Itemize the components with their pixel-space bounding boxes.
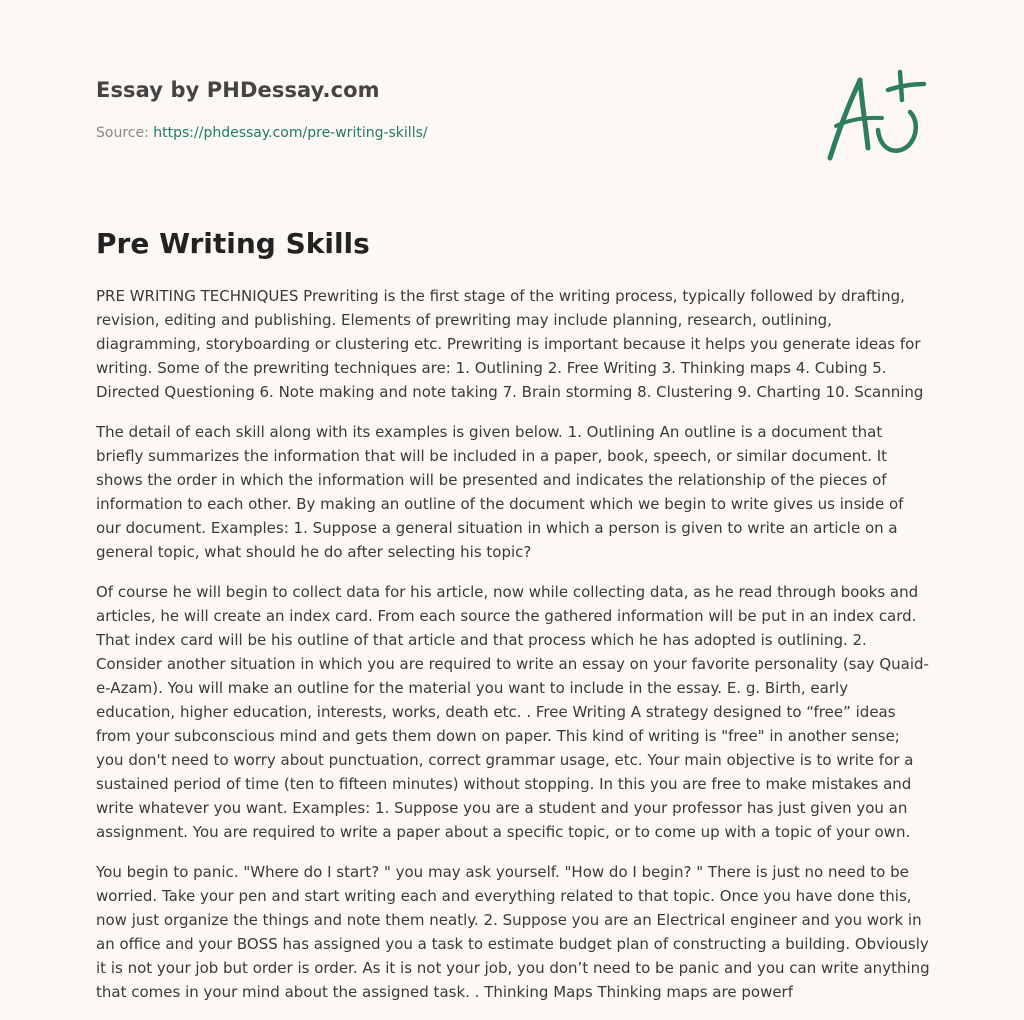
a-plus-grade-icon	[822, 68, 928, 164]
source-line	[96, 124, 796, 142]
article-paragraph: PRE WRITING TECHNIQUES Prewriting is the first stage of the writing process, typically followed by drafting, revision, editing and publishing. Elements of prewriting may include planning, research, outlining, diagramming, storyboarding or clustering etc. Prewriting is important because it helps you generate ideas for writing. Some of the prewriting techniques are: 1. Outlining 2. Free Writing 3. Thinking maps 4. Cubing 5. Directed Questioning 6. Note making and note taking 7. Brain storming 8. Clustering 9. Charting 10. Scanning	[96, 287, 924, 401]
source-link[interactable]: https://phdessay.com/pre-writing-skills/	[153, 125, 428, 141]
article-body	[96, 284, 932, 1020]
page-header	[96, 76, 796, 142]
article-paragraph: You begin to panic. "Where do I start? " you may ask yourself. "How do I begin? " There is just no need to be worried. Take your pen and start writing each and everything related to that topic. Once you have done this, now just organize the things and note them neatly. 2. Suppose you are an Electrical engineer and you work in an office and your BOSS has assigned you a task to estimate budget plan of constructing a building. Obviously it is not your job but order is order. As it is not your job, you don’t need to be panic and you can write anything that comes in your mind about the assigned task. . Thinking Maps Thinking maps are powerf	[96, 863, 930, 1001]
page-title: Pre Writing Skills	[96, 227, 370, 260]
article-paragraph: Of course he will begin to collect data for his article, now while collecting data, as he read through books and articles, he will create an index card. From each source the gathered information will be put in an index card. That index card will be his outline of that article and that process which he has adopted is outlining. 2. Consider another situation in which you are required to write an essay on your favorite personality (say Quaid-e-Azam). You will make an outline for the material you want to include in the essay. E. g. Birth, early education, higher education, interests, works, death etc. . Free Writing A strategy designed to “free” ideas from your subconscious mind and gets them down on paper. This kind of writing is "free" in another sense; you don't need to worry about punctuation, correct grammar usage, etc. Your main objective is to write for a sustained period of time (ten to fifteen minutes) without stopping. In this you are free to make mistakes and write whatever you want. Examples: 1. Suppose you are a student and your professor has just given you an assignment. You are required to write a paper about a specific topic, or to come up with a topic of your own.	[96, 583, 929, 841]
source-label: Source:	[96, 125, 154, 141]
article-paragraph: The detail of each skill along with its examples is given below. 1. Outlining An outline is a document that briefly summarizes the information that will be included in a paper, book, speech, or similar document. It shows the order in which the information will be presented and indicates the relationship of the pieces of information to each other. By making an outline of the document which we begin to write gives us inside of our document. Examples: 1. Suppose a general situation in which a person is given to write an article on a general topic, what should he do after selecting his topic?	[96, 423, 904, 561]
site-brand: Essay by PHDessay.com	[96, 78, 380, 102]
